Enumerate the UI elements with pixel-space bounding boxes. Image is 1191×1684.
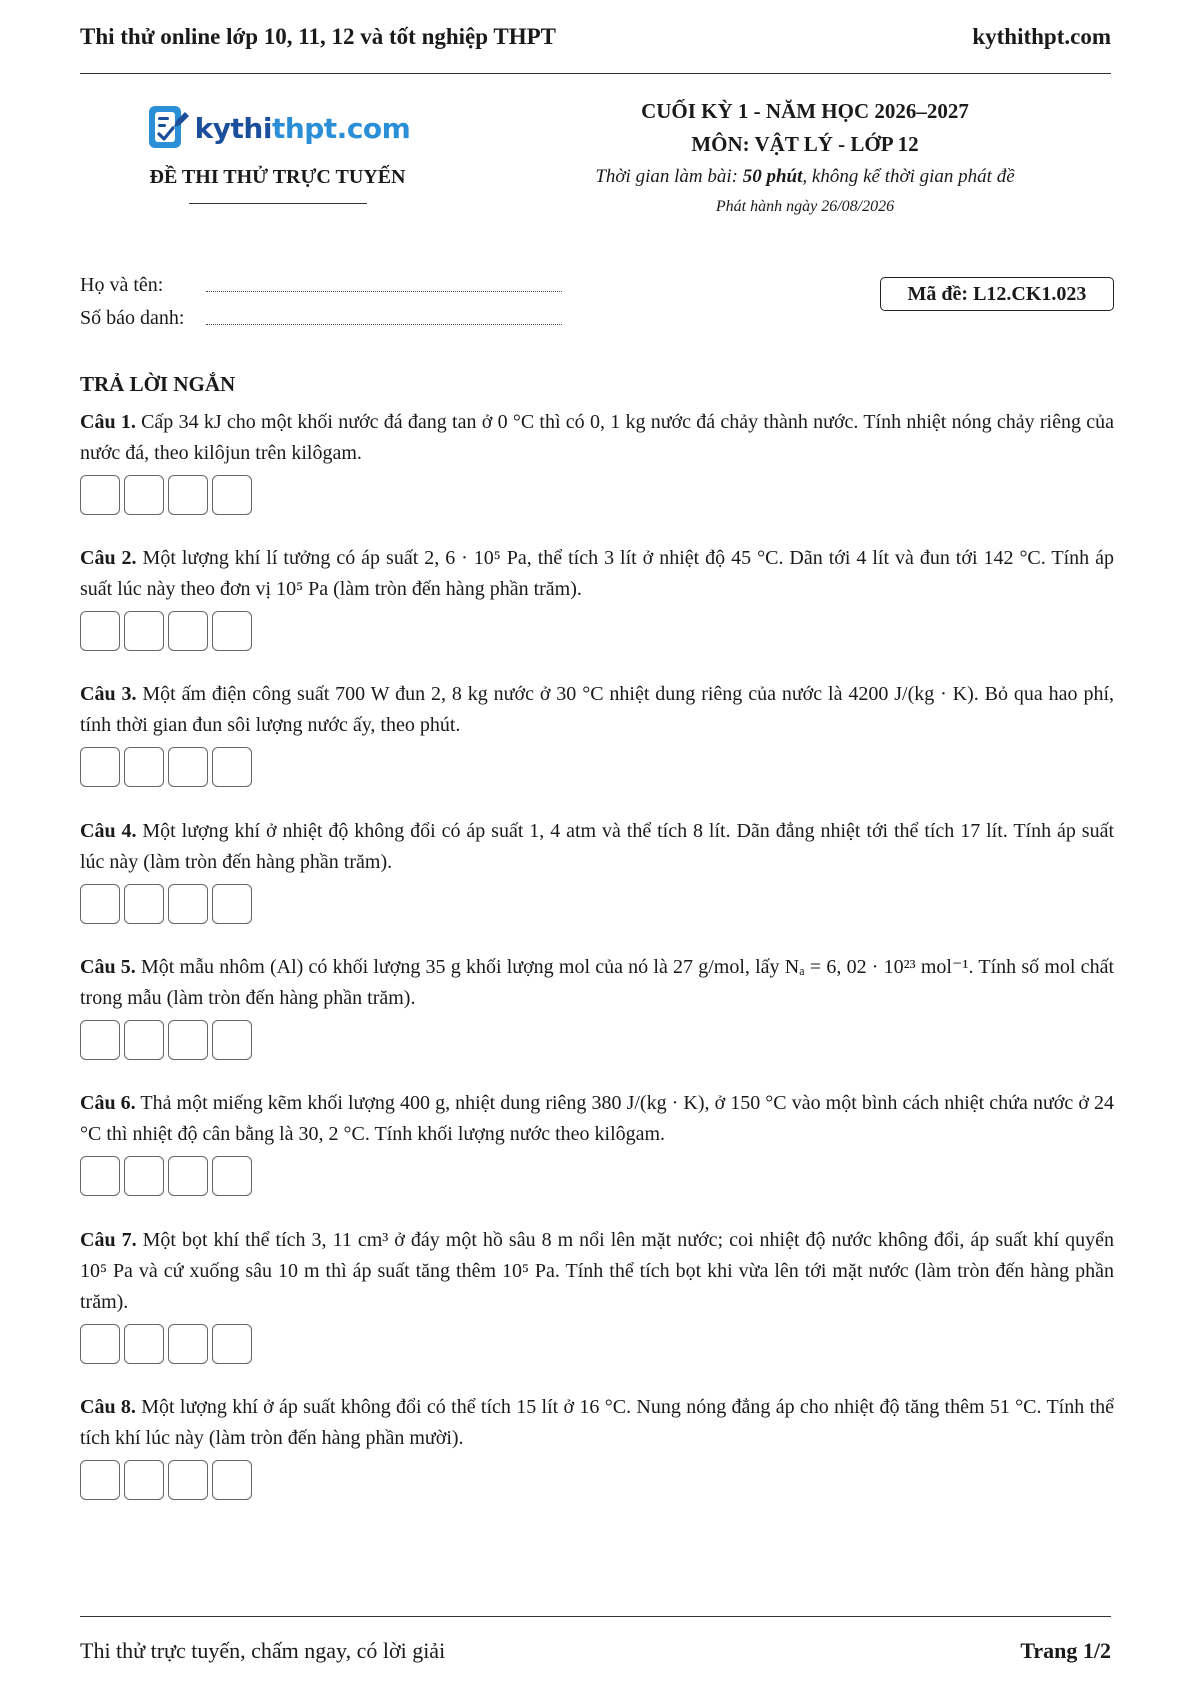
site-logo bbox=[80, 100, 475, 156]
question-6 bbox=[80, 1088, 1114, 1196]
answer-box bbox=[212, 1020, 252, 1060]
answer-boxes bbox=[80, 1324, 1114, 1364]
answer-box bbox=[80, 475, 120, 515]
answer-box bbox=[168, 747, 208, 787]
answer-box bbox=[80, 1020, 120, 1060]
header-left-text: Thi thử online lớp 10, 11, 12 và tốt nghiệp THPT bbox=[80, 24, 556, 49]
question-text: Câu 6. Thả một miếng kẽm khối lượng 400 g, nhiệt dung riêng 380 J/(kg · K), ở 150 °C vào một bình cách nhiệt chứa nước ở 24 °C thì nhiệt độ cân bằng là 30, 2 °C. Tính khối lượng nước theo kilôgam. bbox=[80, 1092, 1114, 1145]
answer-box bbox=[168, 1460, 208, 1500]
running-footer bbox=[80, 1636, 1111, 1666]
answer-box bbox=[212, 747, 252, 787]
question-text: Câu 4. Một lượng khí ở nhiệt độ không đổi có áp suất 1, 4 atm và thể tích 8 lít. Dãn đẳng nhiệt tới thể tích 17 lít. Tính áp suất lúc này (làm tròn đến hàng phần trăm). bbox=[80, 820, 1114, 873]
answer-box bbox=[80, 611, 120, 651]
answer-box bbox=[212, 475, 252, 515]
answer-box bbox=[124, 747, 164, 787]
answer-boxes bbox=[80, 1156, 1114, 1196]
answer-box bbox=[124, 611, 164, 651]
answer-box bbox=[168, 884, 208, 924]
answer-box bbox=[80, 1156, 120, 1196]
answer-box bbox=[212, 1324, 252, 1364]
question-text: Câu 2. Một lượng khí lí tưởng có áp suất 2, 6 · 10⁵ Pa, thể tích 3 lít ở nhiệt độ 45 °C. Dãn tới 4 lít và đun tới 142 °C. Tính áp suất lúc này theo đơn vị 10⁵ Pa (làm tròn đến hàng phần trăm). bbox=[80, 547, 1115, 600]
question-8 bbox=[80, 1392, 1114, 1500]
question-2 bbox=[80, 543, 1114, 651]
question-text: Câu 1. Cấp 34 kJ cho một khối nước đá đang tan ở 0 °C thì có 0, 1 kg nước đá chảy thành nước. Tính nhiệt nóng chảy riêng của nước đá, theo kilôjun trên kilôgam. bbox=[80, 411, 1114, 464]
exam-title-block bbox=[555, 96, 1055, 222]
answer-boxes bbox=[80, 1020, 1114, 1060]
header-rule bbox=[80, 73, 1111, 74]
logo-block bbox=[80, 100, 475, 204]
answer-box bbox=[80, 884, 120, 924]
question-4 bbox=[80, 816, 1114, 924]
checklist-pencil-icon bbox=[145, 103, 191, 153]
answer-box bbox=[168, 1156, 208, 1196]
exam-subject: MÔN: VẬT LÝ - LỚP 12 bbox=[691, 132, 919, 156]
logo-wordmark: kythithpt.com bbox=[194, 111, 411, 145]
exam-code-box: Mã đề: L12.CK1.023 bbox=[880, 277, 1114, 311]
question-1 bbox=[80, 407, 1114, 515]
question-text: Câu 3. Một ấm điện công suất 700 W đun 2, 8 kg nước ở 30 °C nhiệt dung riêng của nước là 4200 J/(kg · K). Bỏ qua hao phí, tính thời gian đun sôi lượng nước ấy, theo phút. bbox=[80, 683, 1115, 736]
question-7 bbox=[80, 1225, 1114, 1364]
question-text: Câu 7. Một bọt khí thể tích 3, 11 cm³ ở đáy một hồ sâu 8 m nổi lên mặt nước; coi nhiệt độ nước không đổi, áp suất khí quyển 10⁵ Pa và cứ xuống sâu 10 m thì áp suất tăng thêm 10⁵ Pa. Tính thể tích bọt khi vừa lên tới mặt nước (làm tròn đến hàng phần trăm). bbox=[80, 1229, 1114, 1313]
answer-box bbox=[168, 1020, 208, 1060]
answer-boxes bbox=[80, 611, 1114, 651]
answer-boxes bbox=[80, 1460, 1114, 1500]
answer-box bbox=[212, 884, 252, 924]
answer-box bbox=[124, 1324, 164, 1364]
answer-box bbox=[124, 884, 164, 924]
footer-left-text: Thi thử trực tuyến, chấm ngay, có lời giải bbox=[80, 1638, 446, 1663]
exam-duration: Thời gian làm bài: 50 phút, không kể thời gian phát đề bbox=[595, 166, 1015, 187]
answer-box bbox=[168, 1324, 208, 1364]
answer-box bbox=[168, 611, 208, 651]
name-row bbox=[80, 264, 562, 297]
question-5 bbox=[80, 952, 1114, 1060]
footer-rule bbox=[80, 1616, 1111, 1617]
section-title: TRẢ LỜI NGẮN bbox=[80, 372, 236, 396]
answer-box bbox=[80, 747, 120, 787]
page-number: Trang 1/2 bbox=[1020, 1638, 1111, 1663]
answer-box bbox=[212, 611, 252, 651]
answer-box bbox=[124, 475, 164, 515]
candidate-id-blank bbox=[206, 304, 562, 325]
answer-box bbox=[212, 1460, 252, 1500]
answer-box bbox=[124, 1156, 164, 1196]
exam-title: CUỐI KỲ 1 - NĂM HỌC 2026–2027 bbox=[641, 99, 969, 123]
answer-boxes bbox=[80, 884, 1114, 924]
question-text: Câu 5. Một mẫu nhôm (Al) có khối lượng 35 g khối lượng mol của nó là 27 g/mol, lấy Nₐ = 6, 02 · 10²³ mol⁻¹. Tính số mol chất trong mẫu (làm tròn đến hàng phần trăm). bbox=[80, 956, 1114, 1009]
answer-box bbox=[124, 1460, 164, 1500]
exam-type-underline bbox=[189, 203, 367, 204]
answer-boxes bbox=[80, 747, 1114, 787]
answer-box bbox=[212, 1156, 252, 1196]
answer-boxes bbox=[80, 475, 1114, 515]
candidate-id-row bbox=[80, 297, 562, 330]
answer-box bbox=[80, 1460, 120, 1500]
answer-box bbox=[168, 475, 208, 515]
candidate-id-label: Số báo danh: bbox=[80, 307, 185, 329]
name-blank bbox=[206, 271, 562, 292]
question-3 bbox=[80, 679, 1114, 787]
header-site-name: kythithpt.com bbox=[972, 24, 1111, 49]
answer-box bbox=[80, 1324, 120, 1364]
student-info bbox=[80, 264, 562, 330]
exam-type-label: ĐỀ THI THỬ TRỰC TUYẾN bbox=[149, 166, 406, 188]
name-label: Họ và tên: bbox=[80, 274, 164, 296]
answer-box bbox=[124, 1020, 164, 1060]
issue-date: Phát hành ngày 26/08/2026 bbox=[715, 198, 895, 215]
question-text: Câu 8. Một lượng khí ở áp suất không đổi có thể tích 15 lít ở 16 °C. Nung nóng đẳng áp cho nhiệt độ tăng thêm 51 °C. Tính thể tích khí lúc này (làm tròn đến hàng phần mười). bbox=[80, 1396, 1115, 1449]
running-header bbox=[80, 22, 1111, 52]
